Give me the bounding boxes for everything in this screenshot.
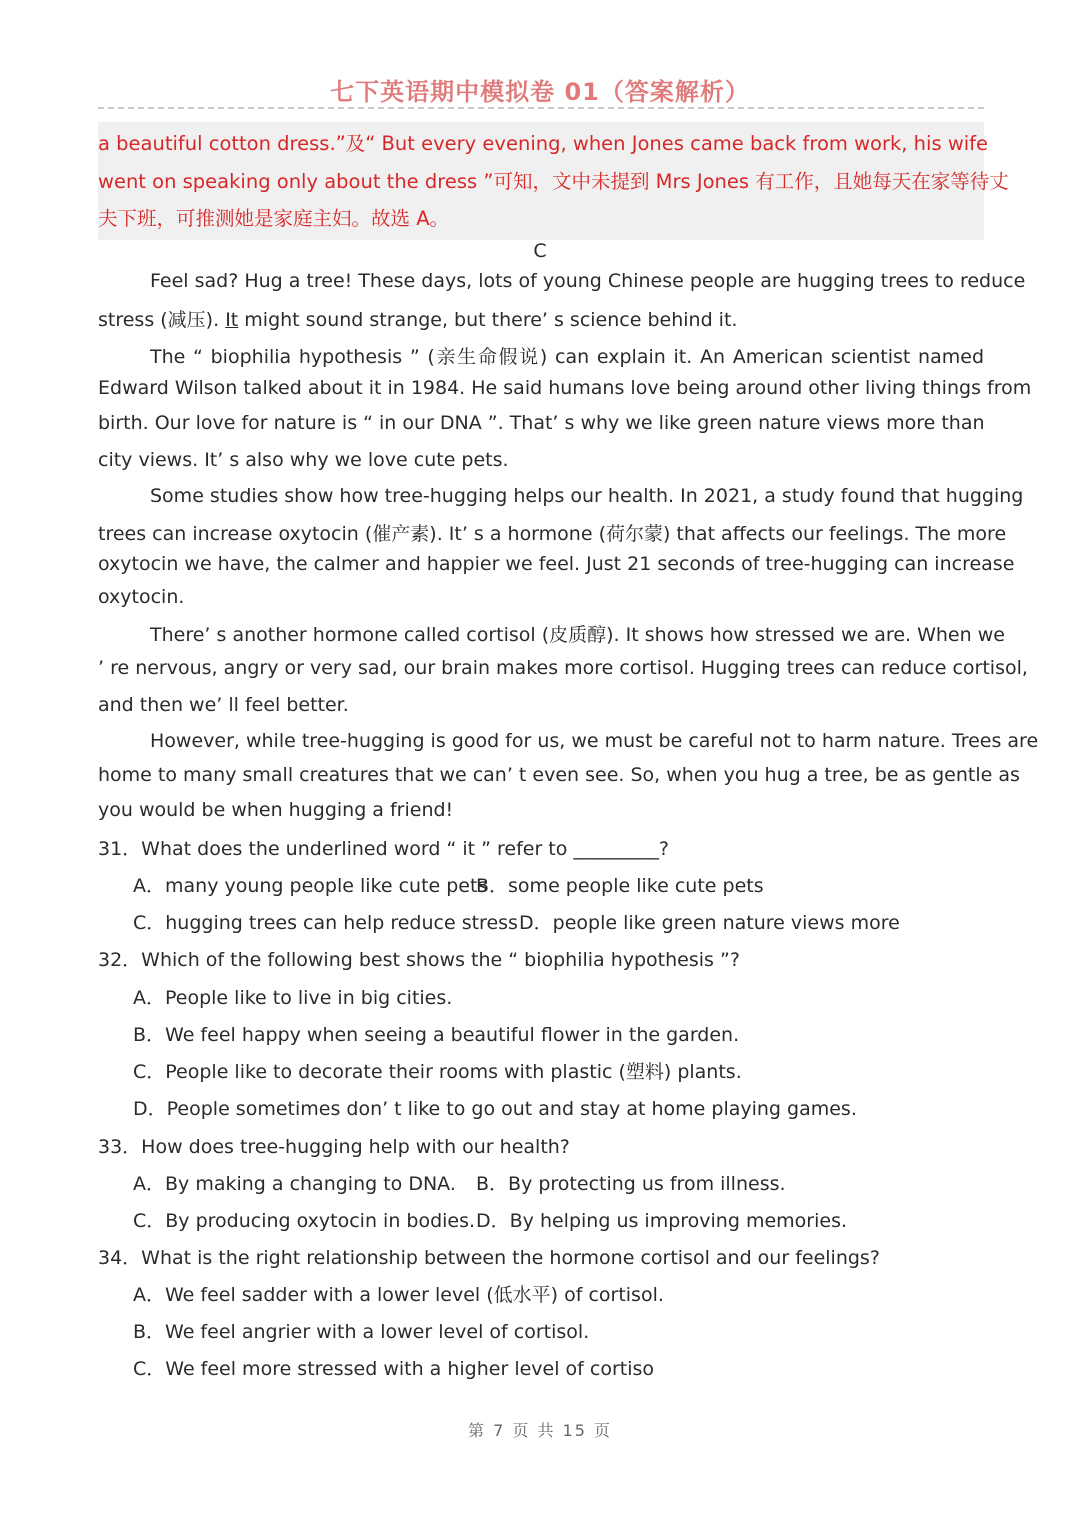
question-33-option-a: A．By making a changing to DNA.	[133, 1173, 456, 1195]
title-divider	[98, 107, 984, 109]
passage-p5-line3: you would be when hugging a friend!	[98, 799, 454, 821]
passage-text: stress (减压).	[98, 309, 226, 331]
passage-p4-line1: There’ s another hormone called cortisol (皮质醇). It shows how stressed we are. When we	[150, 624, 1005, 646]
question-33-stem: 33．How does tree-hugging help with our health?	[98, 1136, 570, 1158]
question-31-option-c: C．hugging trees can help reduce stress	[133, 912, 518, 934]
answer-line-1: a beautiful cotton dress.”及“ But every evening, when Jones came back from work, his wife	[98, 132, 989, 155]
passage-p3-line2: trees can increase oxytocin (催产素). It’ s a hormone (荷尔蒙) that affects our feelings. The more	[98, 523, 1007, 545]
question-31-stem: 31．What does the underlined word “ it ” refer to _________?	[98, 838, 669, 860]
question-32-stem: 32．Which of the following best shows the “ biophilia hypothesis ”?	[98, 949, 740, 971]
underlined-word-it: It	[225, 309, 239, 331]
answer-line-2: went on speaking only about the dress ”可知，文中未提到 Mrs Jones 有工作，且她每天在家等待丈	[98, 170, 1009, 193]
question-34-option-b: B．We feel angrier with a lower level of cortisol.	[133, 1321, 590, 1343]
passage-p5-line2: home to many small creatures that we can’ t even see. So, when you hug a tree, be as gentle as	[98, 764, 1020, 786]
question-31-option-b: B．some people like cute pets	[476, 875, 764, 897]
section-letter: C	[533, 240, 547, 262]
passage-p3-line4: oxytocin.	[98, 586, 185, 608]
question-34-option-a: A．We feel sadder with a lower level (低水平) of cortisol.	[133, 1284, 664, 1306]
passage-p1-line1: Feel sad? Hug a tree! These days, lots of young Chinese people are hugging trees to reduce	[150, 270, 1026, 292]
passage-p2-line2: Edward Wilson talked about it in 1984. He said humans love being around other living things from	[98, 377, 1032, 399]
page-number-footer: 第 7 页 共 15 页	[468, 1421, 612, 1440]
passage-text: might sound strange, but there’ s science behind it.	[238, 309, 738, 331]
question-32-option-a: A．People like to live in big cities.	[133, 987, 453, 1009]
question-33-option-c: C．By producing oxytocin in bodies.	[133, 1210, 476, 1232]
passage-p4-line2: ’ re nervous, angry or very sad, our brain makes more cortisol. Hugging trees can reduce cortisol,	[98, 657, 1028, 679]
passage-p5-line1: However, while tree-hugging is good for us, we must be careful not to harm nature. Trees are	[150, 730, 1039, 752]
passage-p2-line1: The “ biophilia hypothesis ” (亲生命假说) can explain it. An American scientist named	[150, 346, 984, 368]
question-31-option-a: A．many young people like cute pets	[133, 875, 488, 897]
passage-p2-line3: birth. Our love for nature is “ in our DNA ”. That’ s why we like green nature views more than	[98, 412, 985, 434]
question-32-option-d: D．People sometimes don’ t like to go out and stay at home playing games.	[133, 1098, 857, 1120]
page-title: 七下英语期中模拟卷 01（答案解析）	[330, 78, 750, 106]
question-32-option-c: C．People like to decorate their rooms with plastic (塑料) plants.	[133, 1061, 742, 1083]
passage-p3-line3: oxytocin we have, the calmer and happier we feel. Just 21 seconds of tree-hugging can increase	[98, 553, 1015, 575]
question-32-option-b: B．We feel happy when seeing a beautiful flower in the garden.	[133, 1024, 740, 1046]
passage-p3-line1: Some studies show how tree-hugging helps our health. In 2021, a study found that hugging	[150, 485, 1024, 507]
question-34-option-c: C．We feel more stressed with a higher level of cortiso	[133, 1358, 655, 1380]
passage-p4-line3: and then we’ ll feel better.	[98, 694, 349, 716]
answer-line-3: 夫下班，可推测她是家庭主妇。故选 A。	[98, 207, 450, 230]
question-33-option-b: B．By protecting us from illness.	[476, 1173, 786, 1195]
passage-p1-line2	[98, 305, 737, 332]
question-34-stem: 34．What is the right relationship between the hormone cortisol and our feelings?	[98, 1247, 880, 1269]
passage-p2-line4: city views. It’ s also why we love cute pets.	[98, 449, 509, 471]
question-33-option-d: D．By helping us improving memories.	[476, 1210, 848, 1232]
question-31-option-d: D．people like green nature views more	[519, 912, 900, 934]
